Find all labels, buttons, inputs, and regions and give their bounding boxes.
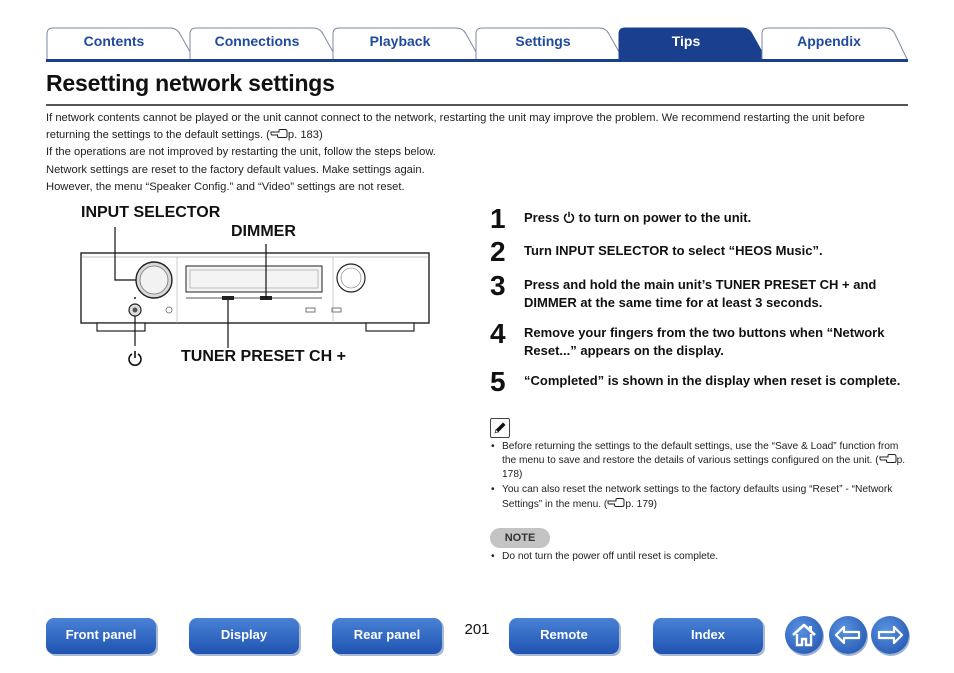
tab-playback[interactable] (332, 27, 482, 60)
step-text: Press and hold the main unit’s TUNER PRESET CH + and DIMMER at the same time for at least 3 seconds. (524, 277, 877, 310)
arrow-right-icon (871, 616, 909, 654)
tab-label: Settings (515, 33, 571, 49)
step-number: 5 (490, 366, 506, 397)
back-button[interactable] (829, 616, 867, 654)
tip-page-ref[interactable]: p. 178 (502, 455, 906, 480)
device-front-panel-diagram (70, 200, 440, 380)
title-divider (46, 104, 908, 106)
step-number: 3 (490, 270, 506, 301)
arrow-left-icon (829, 616, 867, 654)
front-panel-button[interactable]: Front panel (46, 618, 156, 654)
intro-paragraph (46, 110, 912, 144)
display-button[interactable]: Display (189, 618, 299, 654)
dimmer-label: DIMMER (231, 223, 296, 240)
tab-underline (46, 59, 908, 62)
intro-paragraph: However, the menu “Speaker Config.” and “Video” settings are not reset. (46, 180, 405, 193)
intro-page-ref[interactable]: p. 183 (287, 129, 319, 142)
step-text: “Completed” is shown in the display when reset is complete. (524, 373, 901, 388)
pointing-hand-icon (270, 128, 288, 139)
home-icon (785, 616, 823, 654)
tab-label: Contents (83, 33, 145, 49)
tip-item (490, 483, 910, 511)
note-badge: NOTE (490, 528, 550, 548)
tab-bar (0, 0, 954, 64)
tip-text: ) (653, 498, 658, 510)
tab-connections[interactable] (189, 27, 339, 60)
forward-button[interactable] (871, 616, 909, 654)
page-title: Resetting network settings (46, 70, 335, 96)
input-selector-label: INPUT SELECTOR (81, 204, 221, 221)
intro-text (46, 110, 912, 196)
tab-label: Playback (369, 33, 431, 49)
tab-tips[interactable] (618, 27, 768, 60)
step-number: 1 (490, 203, 506, 234)
rear-panel-button[interactable]: Rear panel (332, 618, 442, 654)
tuner-preset-label: TUNER PRESET CH + (181, 348, 346, 365)
tab-appendix[interactable] (761, 27, 911, 60)
pointing-hand-icon (607, 497, 625, 508)
home-button[interactable] (785, 616, 823, 654)
tab-label: Connections (214, 33, 300, 49)
intro-text-segment: ) (319, 129, 323, 142)
intro-paragraph: If the operations are not improved by restarting the unit, follow the steps below. (46, 146, 436, 159)
note-item: • Do not turn the power off until reset is complete. (490, 550, 910, 563)
step-text: Remove your fingers from the two buttons when “Network Reset...” appears on the display. (524, 325, 885, 358)
step-text (524, 209, 904, 227)
tab-settings[interactable] (475, 27, 625, 60)
pointing-hand-icon (879, 453, 897, 464)
note-list (490, 550, 910, 565)
power-icon (563, 211, 575, 223)
power-icon (127, 350, 143, 366)
tab-contents[interactable] (46, 27, 196, 60)
page-number: 201 (464, 621, 490, 638)
tip-text: ) (519, 468, 523, 480)
tip-text: Before returning the settings to the default settings, use the “Save & Load” function from the menu to save and restore the details of various settings configured on the unit. ( (502, 441, 899, 467)
step-number: 2 (490, 236, 506, 267)
tip-page-ref[interactable]: p. 179 (625, 498, 654, 510)
step-text-segment: to turn on power to the unit. (575, 210, 752, 225)
tab-label: Appendix (797, 33, 861, 49)
pencil-icon (490, 418, 510, 438)
intro-paragraph: Network settings are reset to the factory default values. Make settings again. (46, 163, 425, 176)
tips-list (490, 440, 910, 513)
step-text-segment: Press (524, 210, 564, 225)
tip-item (490, 440, 910, 481)
tab-label: Tips (671, 33, 701, 49)
tip-text: You can also reset the network settings to the factory defaults using “Reset” - “Network Settings” in the menu. ( (502, 484, 893, 510)
intro-text-segment: If network contents cannot be played or the unit cannot connect to the network, restarting the unit may improve the problem. We recommend restarting the unit before returning the settings to the default settings. ( (46, 112, 865, 142)
index-button[interactable]: Index (653, 618, 763, 654)
remote-button[interactable]: Remote (509, 618, 619, 654)
step-number: 4 (490, 318, 506, 349)
step-text: Turn INPUT SELECTOR to select “HEOS Music”. (524, 243, 823, 258)
